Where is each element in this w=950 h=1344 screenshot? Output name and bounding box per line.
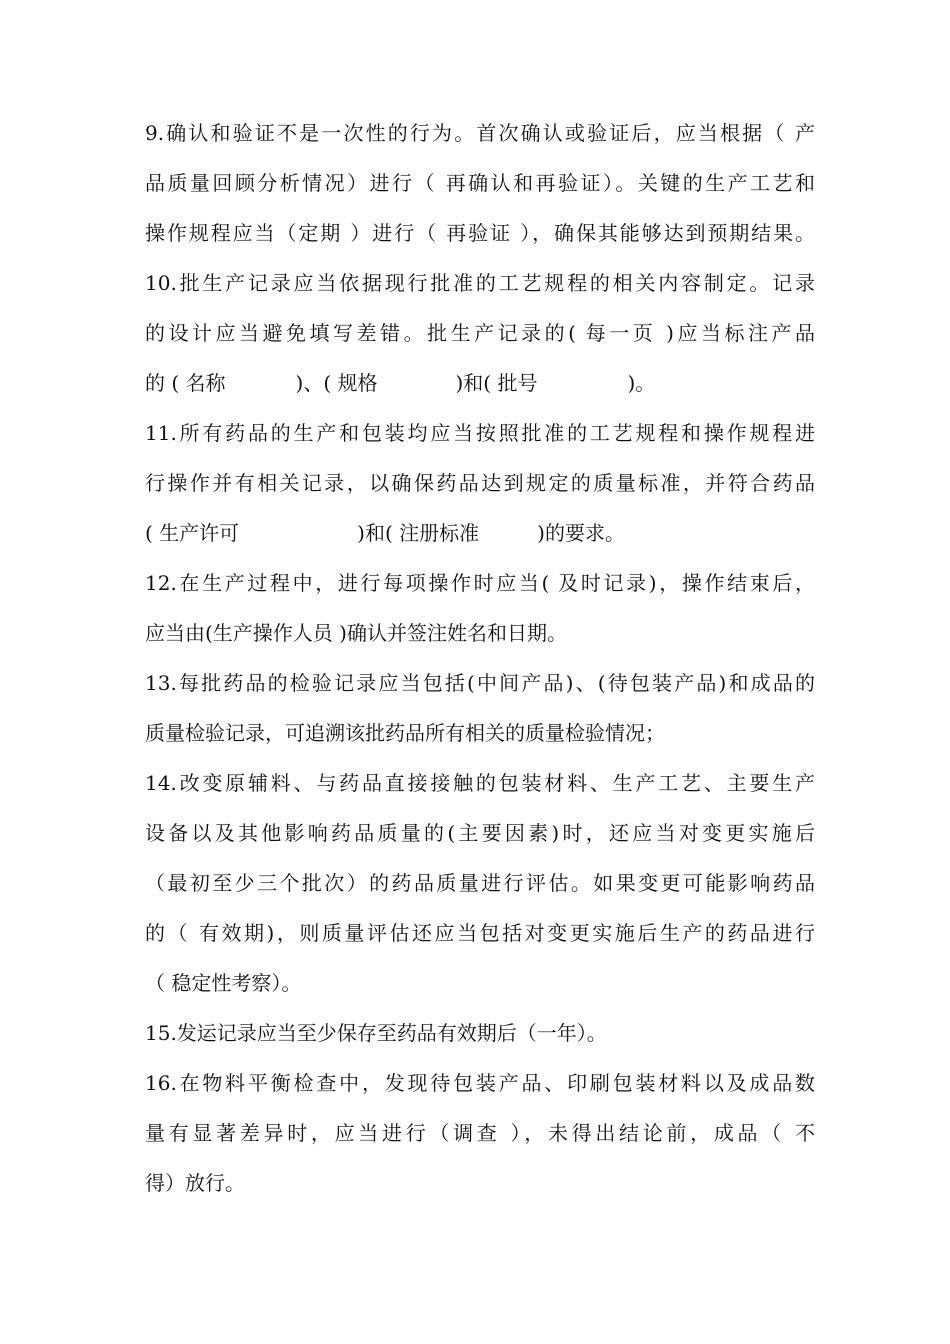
- text-line: （最初至少三个批次）的药品质量进行评估。如果变更可能影响药品: [145, 871, 815, 895]
- text-line: 14.改变原辅料、与药品直接接触的包装材料、生产工艺、主要生产: [145, 771, 815, 795]
- text-line: 10.批生产记录应当依据现行批准的工艺规程的相关内容制定。记录: [145, 271, 815, 295]
- text-line: 应当由(生产操作人员 )确认并签注姓名和日期。: [145, 621, 567, 645]
- blank-registration-standard: 注册标准: [399, 521, 480, 545]
- text-line: 的 ( 名称 )、( 规格 )和( 批号 )。: [145, 371, 656, 395]
- blank-production-license: 生产许可: [159, 521, 240, 545]
- text-line: 16.在物料平衡检查中，发现待包装产品、印刷包装材料以及成品数: [145, 1071, 815, 1095]
- text-line: 15.发运记录应当至少保存至药品有效期后（一年）。: [145, 1021, 607, 1045]
- text-line: 13.每批药品的检验记录应当包括(中间产品)、(待包装产品)和成品的: [145, 671, 815, 695]
- text-line: 设备以及其他影响药品质量的(主要因素)时，还应当对变更实施后: [145, 821, 815, 845]
- text-line: ( 生产许可 )和( 注册标准 )的要求。: [145, 521, 625, 545]
- blank-name: 名称: [185, 371, 226, 395]
- text-line: 品质量回顾分析情况）进行（ 再确认和再验证）。关键的生产工艺和: [145, 171, 815, 195]
- text-line: 9.确认和验证不是一次性的行为。首次确认或验证后，应当根据（ 产: [145, 121, 815, 145]
- text-line: 的设计应当避免填写差错。批生产记录的( 每一页 )应当标注产品: [145, 321, 815, 345]
- text-line: （ 稳定性考察）。: [145, 971, 302, 995]
- blank-spec: 规格: [337, 371, 378, 395]
- text-line: 12.在生产过程中，进行每项操作时应当( 及时记录)，操作结束后，: [145, 571, 815, 595]
- blank-line-segment-a: 的 (: [145, 371, 186, 395]
- text-line: 量有显著差异时，应当进行（调查 ），未得出结论前，成品（ 不: [145, 1121, 815, 1145]
- text-line: 行操作并有相关记录，以确保药品达到规定的质量标准，并符合药品: [145, 471, 815, 495]
- blank-batch: 批号: [497, 371, 538, 395]
- text-line: 的（ 有效期)，则质量评估还应当包括对变更实施后生产的药品进行: [145, 921, 815, 945]
- text-line: 得）放行。: [145, 1171, 245, 1195]
- document-body: [145, 108, 815, 1208]
- text-line: 操作规程应当（定期 ）进行（ 再验证 ），确保其能够达到预期结果。: [145, 221, 815, 245]
- text-line: 质量检验记录，可追溯该批药品所有相关的质量检验情况；: [145, 721, 665, 745]
- text-line: 11.所有药品的生产和包装均应当按照批准的工艺规程和操作规程进: [145, 421, 815, 445]
